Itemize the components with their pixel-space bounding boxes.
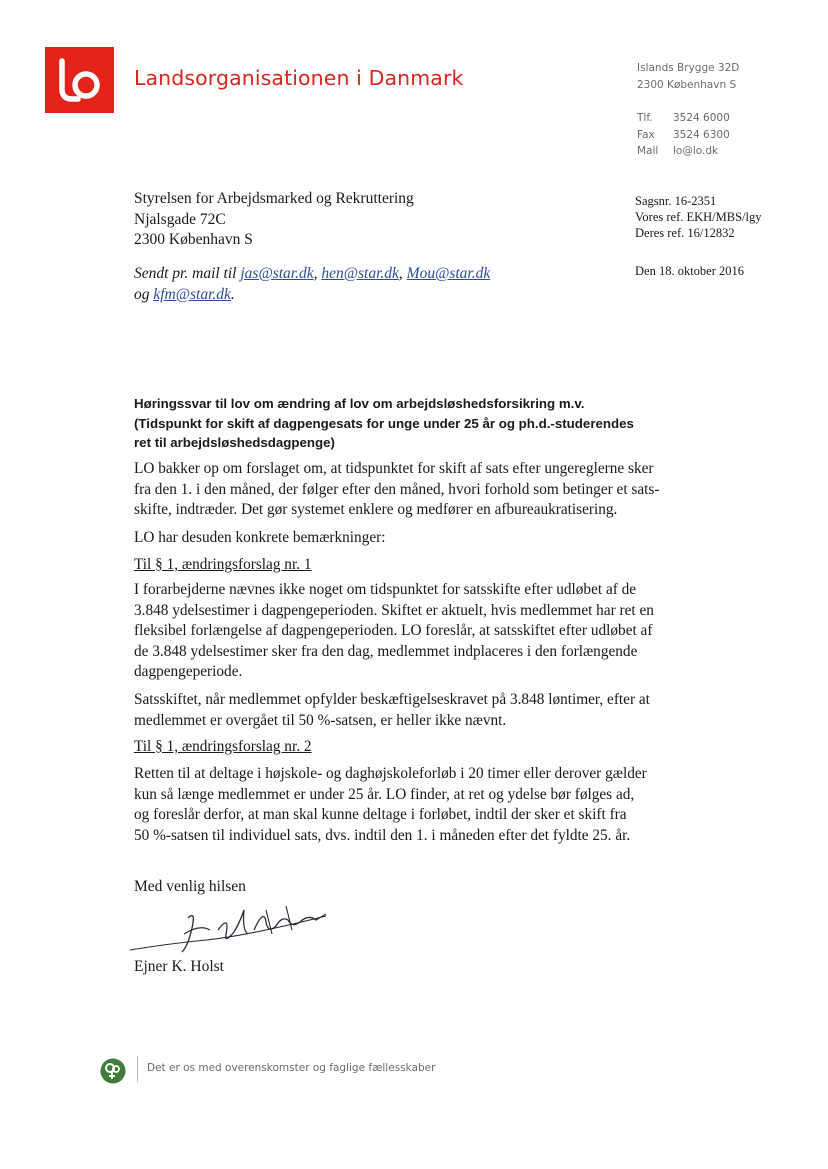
recipient-line1: Styrelsen for Arbejdsmarked og Rekruttering bbox=[134, 190, 414, 207]
tlf-label: Tlf. bbox=[637, 112, 653, 124]
sent-prefix: Sendt pr. mail til bbox=[134, 265, 241, 282]
mail-value[interactable]: lo@lo.dk bbox=[673, 145, 719, 157]
letter-heading: Høringssvar til lov om ændring af lov om arbejdsløshedsforsikring m.v. (Tidspunkt for skift af dagpengesats for unge under 25 år og ph.d.-studerendes ret til arbejdsløshedsdagpenge) bbox=[134, 396, 634, 450]
footer-divider bbox=[137, 1056, 138, 1082]
sent-line2-prefix: og bbox=[134, 285, 154, 303]
mail-row bbox=[637, 143, 739, 160]
email-link-hen[interactable]: hen@star.dk bbox=[321, 265, 399, 282]
lo-logo bbox=[45, 47, 114, 113]
phone-row bbox=[637, 110, 739, 127]
fax-label: Fax bbox=[637, 128, 655, 141]
address-line1: Islands Brygge 32D bbox=[637, 62, 740, 74]
tlf-value: 3524 6000 bbox=[673, 112, 730, 124]
subheading-2: Til § 1, ændringsforslag nr. 2 bbox=[134, 738, 312, 755]
fax-row bbox=[637, 127, 739, 144]
recipient-line2: Njalsgade 72C bbox=[134, 210, 226, 228]
signature-icon bbox=[126, 900, 336, 962]
reference-block bbox=[635, 193, 762, 241]
paragraph-5: Retten til at deltage i højskole- og daghøjskoleforløb i 20 timer eller derover gælder kun så længe medlemmet er under 25 år. LO finder, at ret og ydelse bør følges ad, og foreslår derfor, at man skal kunne deltage i forløbet, indtil der sker et skift fra 50 %-satsen til individuel sats, dvs. indtil den 1. i måneden efter det fyldte 25. år. bbox=[134, 765, 647, 844]
fellowship-logo-icon bbox=[100, 1058, 126, 1084]
case-number: Sagsnr. 16-2351 bbox=[635, 194, 717, 208]
footer-slogan: Det er os med overenskomster og faglige fællesskaber bbox=[147, 1062, 436, 1074]
our-reference: Vores ref. EKH/MBS/lgy bbox=[635, 210, 762, 224]
letter-date: Den 18. oktober 2016 bbox=[635, 264, 745, 278]
org-name: Landsorganisationen i Danmark bbox=[134, 66, 464, 90]
address-line2: 2300 København S bbox=[637, 78, 737, 91]
email-link-mou[interactable]: Mou@star.dk bbox=[406, 265, 491, 282]
sent-by-mail: Sendt pr. mail til jas@star.dk, hen@star.dk, Mou@star.dk og kfm@star.dk. bbox=[134, 265, 491, 303]
fax-value: 3524 6300 bbox=[673, 128, 730, 141]
paragraph-2: LO har desuden konkrete bemærkninger: bbox=[134, 529, 386, 546]
lo-logo-icon bbox=[45, 47, 114, 113]
signer-name: Ejner K. Holst bbox=[134, 958, 224, 975]
paragraph-4: Satsskiftet, når medlemmet opfylder beskæftigelseskravet på 3.848 løntimer, efter at medlemmet er overgået til 50 %-satsen, er heller ikke nævnt. bbox=[134, 691, 650, 729]
paragraph-1: LO bakker op om forslaget om, at tidspunktet for skift af sats efter ungereglerne sker fra den 1. i den måned, der følger efter den måned, hvori forhold som betinger et sats- skifte, indtræder. Det gør systemet enklere og medfører en afbureaukratisering. bbox=[134, 460, 660, 519]
recipient-address bbox=[134, 189, 414, 251]
subheading-1: Til § 1, ændringsforslag nr. 1 bbox=[134, 556, 312, 573]
email-link-jas[interactable]: jas@star.dk bbox=[240, 265, 314, 282]
email-link-kfm[interactable]: kfm@star.dk bbox=[153, 285, 231, 303]
mail-label: Mail bbox=[637, 145, 659, 157]
closing: Med venlig hilsen bbox=[134, 878, 246, 895]
recipient-line3: 2300 København S bbox=[134, 231, 253, 248]
contact-block bbox=[637, 60, 739, 160]
your-reference: Deres ref. 16/12832 bbox=[635, 226, 735, 240]
paragraph-3: I forarbejderne nævnes ikke noget om tidspunktet for satsskifte efter udløbet af de 3.848 ydelsestimer i dagpengeperioden. Skiftet er aktuelt, hvis medlemmet har ret en fleksibel forlængelse af dagpengeperioden. LO foreslår, at satsskiftet efter udløbet af de 3.848 ydelsestimer sker fra den dag, medlemmet indplaceres i den forlængende dagpengeperiode. bbox=[134, 581, 654, 681]
